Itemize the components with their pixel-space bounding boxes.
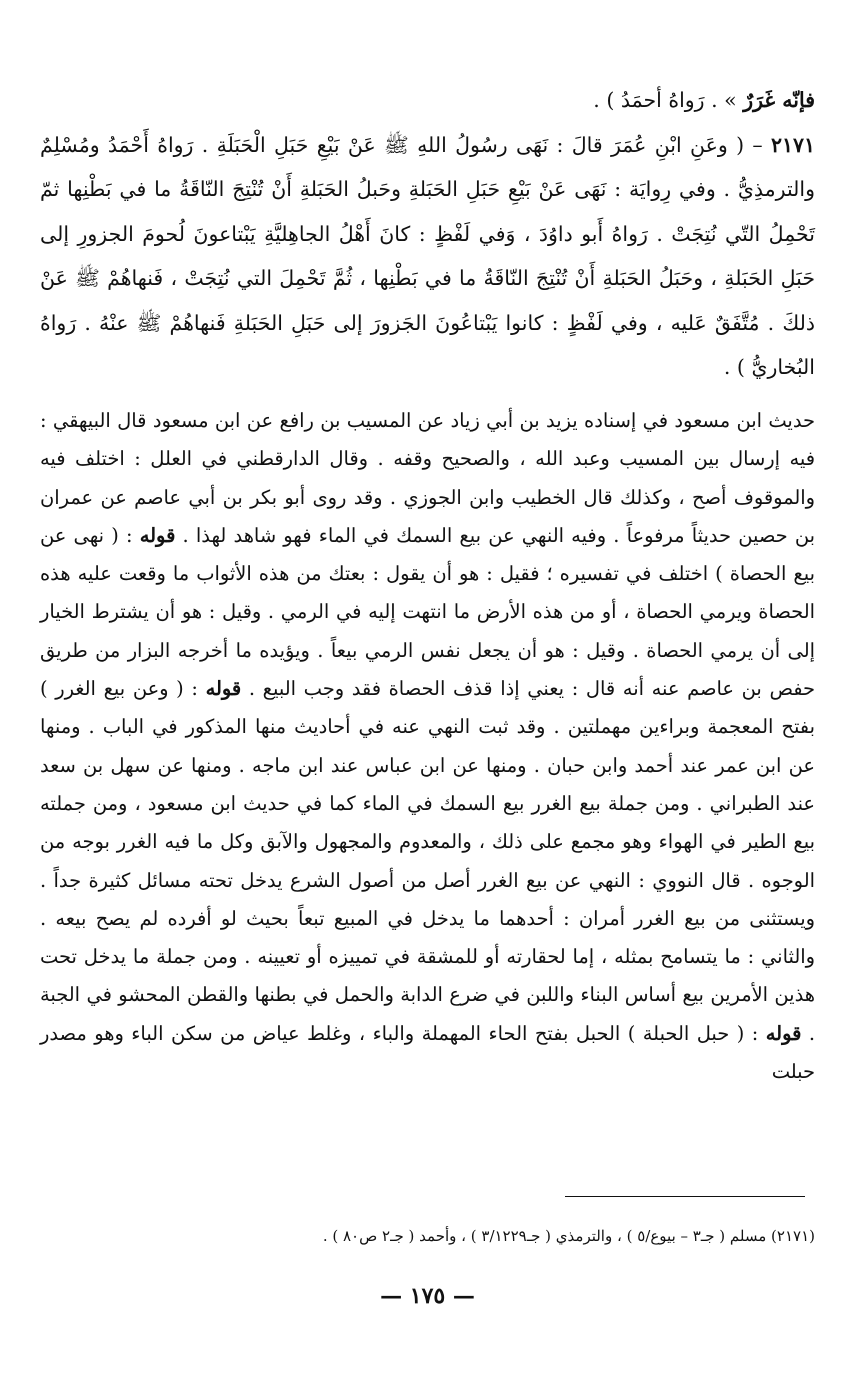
hadith-text (40, 78, 815, 390)
commentary-part-3: : ( وعن بيع الغرر ) بفتح المعجمة وبراءين مهملتين . وقد ثبت النهي عنه في أحاديث منها المذكور في الباب . ومنها عن ابن عمر عند أحمد وابن حبان . ومنها عن ابن عباس عند ابن ماجه . ومنها عن سهل بن سعد عند الطبراني . ومن جملة بيع الغرر بيع السمك في الماء كما في حديث ابن مسعود ، ومن جملته بيع الطير في الهواء وهو مجمع على ذلك ، والمعدوم والمجهول والآبق وكل ما فيه الغرر بوجه من الوجوه . قال النووي : النهي عن بيع الغرر أصل من أصول الشرع يدخل تحته مسائل كثيرة جداً . ويستثنى من بيع الغرر أمران : أحدهما ما يدخل في المبيع تبعاً بحيث لو أفرده لم يصح بيعه . والثاني : ما يتسامح بمثله ، إما لحقارته أو للمشقة في تمييزه أو تعيينه . ومن جملة ما يدخل تحت هذين الأمرين بيع أساس البناء واللبن في ضرع الدابة والحمل في بطنها والقطن المحشو في الجبة . (40, 677, 816, 1045)
hadith-opening-line (40, 78, 815, 123)
page-number: — ١٧٥ — (380, 1283, 475, 1309)
opening-rest: » . رَواهُ أحمَدُ ) . (593, 88, 744, 112)
qawluhu-label: قوله (139, 523, 176, 547)
commentary-text (40, 402, 815, 1091)
commentary-part-1: حديث ابن مسعود في إسناده يزيد بن أبي زياد عن المسيب بن رافع عن ابن مسعود قال البيهقي : فيه إرسال بين المسيب وعبد الله ، والصحيح وقفه . وقال الدارقطني في العلل : اختلف فيه والموقوف أصح ، وكذلك قال الخطيب وابن الجوزي . وقد روى أبو بكر بن أبي عاصم عن عمران بن حصين حديثاً مرفوعاً . وفيه النهي عن بيع السمك في الماء فهو شاهد لهذا . (40, 409, 815, 547)
hadith-number: ٢١٧١ (770, 132, 815, 157)
footnote-divider (565, 1196, 805, 1197)
opening-bold-phrase: فإنّه غَرَرٌ (743, 88, 815, 112)
commentary-part-4: : ( حبل الحبلة ) الحبل بفتح الحاء المهملة والباء ، وغلط عياض من سكن الباء وهو مصدر حبلت (40, 1021, 815, 1084)
footnote: (٢١٧١) مسلم ( جـ٣ – بيوع/٥ ) ، والترمذي ( جـ٣/١٢٢٩ ) ، وأحمد ( جـ٢ ص٨٠ ) . (322, 1227, 815, 1245)
hadith-2171 (40, 123, 815, 390)
commentary-part-2: : ( نهى عن بيع الحصاة ) اختلف في تفسيره ؛ فقيل : هو أن يقول : بعتك من هذه الأثواب ما وقعت عليه هذه الحصاة ويرمي الحصاة ، أو من هذه الأرض ما انتهت إليه في الرمي . وقيل : هو أن يشترط الخيار إلى أن يرمي الحصاة . وقيل : هو أن يجعل نفس الرمي بيعاً . ويؤيده ما أخرجه البزار من طريق حفص بن عاصم عنه أنه قال : يعني إذا قذف الحصاة فقد وجب البيع . (40, 523, 816, 701)
hadith-body: – ( وعَنِ ابْنِ عُمَرَ قالَ : نَهَى رسُولُ اللهِ ﷺ عَنْ بَيْعِ حَبَلِ الْحَبَلَةِ . رَواهُ أَحْمَدُ ومُسْلِمٌ والترمذِيُّ . وفي رِوايَة : نَهَى عَنْ بَيْعِ حَبَلِ الحَبَلةِ وحَبلُ الحَبَلةِ أَنْ تُنْتِجَ النّاقَةُ ما في بَطْنِها ثمّ تَحْمِلُ التّي نُتِجَتْ . رَواهُ أَبو داوُدَ ، وَفي لَفْظٍ : كانَ أَهْلُ الجاهِليَّةِ يَبْتاعونَ لُحومَ الجزورِ إلى حَبَلِ الحَبَلةِ ، وحَبَلُ الحَبَلةِ أَنْ تُنْتِجَ النّاقَةُ ما في بَطْنِها ، ثُمَّ تَحْمِلَ التي نُتِجَتْ ، فَنهاهُمْ ﷺ عَنْ ذلكَ . مُتَّفَقٌ عَليه ، وفي لَفْظٍ : كانوا يَبْتاعُونَ الجَزورَ إلى حَبَلِ الحَبَلةِ فَنهاهُمْ ﷺ عنْهُ . رَواهُ البُخاريُّ ) . (40, 132, 815, 379)
commentary-paragraph (40, 402, 815, 1091)
qawluhu-label: قوله (205, 677, 242, 701)
qawluhu-label: قوله (765, 1021, 802, 1045)
